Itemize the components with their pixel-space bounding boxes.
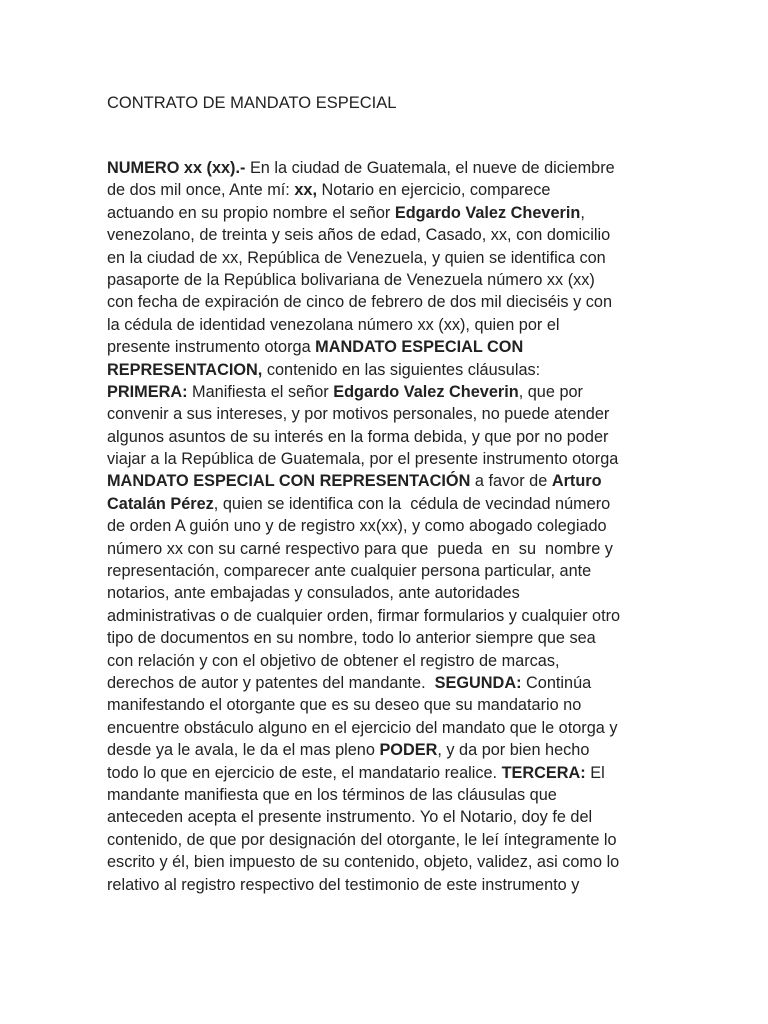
- text-line: [107, 359, 667, 381]
- text-run: todo lo que en ejercicio de este, el mandatario realice.: [107, 763, 502, 782]
- text-line: [107, 448, 667, 470]
- document-body: [107, 157, 667, 896]
- text-line: [107, 403, 667, 425]
- text-run: notarios, ante embajadas y consulados, ante autoridades: [107, 584, 520, 603]
- text-line: [107, 291, 667, 313]
- text-line: [107, 470, 667, 492]
- text-line: [107, 381, 667, 403]
- bold-text-run: Arturo: [551, 472, 602, 491]
- text-line: [107, 806, 667, 828]
- text-run: viajar a la República de Guatemala, por el presente instrumento otorga: [107, 450, 619, 469]
- text-run: Continúa: [521, 673, 592, 692]
- bold-text-run: TERCERA:: [501, 763, 586, 782]
- text-line: [107, 851, 667, 873]
- bold-text-run: MANDATO ESPECIAL CON REPRESENTACIÓN: [107, 472, 471, 491]
- text-run: de orden A guión uno y de registro xx(xx), y como abogado colegiado: [107, 517, 607, 536]
- text-run: tipo de documentos en su nombre, todo lo anterior siempre que sea: [107, 629, 596, 648]
- text-line: [107, 650, 667, 672]
- text-line: [107, 762, 667, 784]
- text-run: administrativas o de cualquier orden, firmar formularios y cualquier otro: [107, 606, 621, 625]
- text-run: la cédula de identidad venezolana número xx (xx), quien por el: [107, 315, 560, 334]
- text-run: en la ciudad de xx, República de Venezuela, y quien se identifica con: [107, 248, 606, 267]
- text-run: representación, comparecer ante cualquier persona particular, ante: [107, 562, 592, 581]
- text-run: contenido, de que por designación del otorgante, le leí íntegramente lo: [107, 830, 617, 849]
- text-line: [107, 627, 667, 649]
- text-line: [107, 224, 667, 246]
- text-run: pasaporte de la República bolivariana de Venezuela número xx (xx): [107, 270, 595, 289]
- text-line: [107, 538, 667, 560]
- text-line: [107, 717, 667, 739]
- bold-text-run: Edgardo Valez Cheverin: [333, 382, 519, 401]
- text-run: número xx con su carné respectivo para que pueda en su nombre y: [107, 539, 613, 558]
- text-line: [107, 157, 667, 179]
- bold-text-run: SEGUNDA:: [434, 673, 522, 692]
- text-run: encuentre obstáculo alguno en el ejercicio del mandato que le otorga y: [107, 718, 618, 737]
- text-run: , que por: [518, 382, 583, 401]
- bold-text-run: PODER: [379, 741, 438, 760]
- text-run: , y da por bien hecho: [437, 741, 590, 760]
- bold-text-run: xx,: [294, 181, 317, 200]
- text-line: [107, 874, 667, 896]
- text-line: [107, 605, 667, 627]
- text-run: , quien se identifica con la cédula de vecindad número: [213, 494, 611, 513]
- text-run: desde ya le avala, le da el mas pleno: [107, 741, 380, 760]
- text-line: [107, 336, 667, 358]
- text-line: [107, 560, 667, 582]
- text-line: [107, 694, 667, 716]
- text-run: manifestando el otorgante que es su deseo que su mandatario no: [107, 696, 582, 715]
- text-line: [107, 247, 667, 269]
- bold-text-run: PRIMERA:: [107, 382, 188, 401]
- text-run: ,: [580, 203, 585, 222]
- text-run: Manifiesta el señor: [187, 382, 334, 401]
- text-run: derechos de autor y patentes del mandante.: [107, 673, 435, 692]
- text-run: con fecha de expiración de cinco de febrero de dos mil dieciséis y con: [107, 293, 613, 312]
- text-line: [107, 829, 667, 851]
- text-run: algunos asuntos de su interés en la forma debida, y que por no poder: [107, 427, 609, 446]
- bold-text-run: REPRESENTACION,: [107, 360, 263, 379]
- text-run: de dos mil once, Ante mí:: [107, 181, 295, 200]
- text-line: [107, 179, 667, 201]
- text-run: anteceden acepta el presente instrumento. Yo el Notario, doy fe del: [107, 808, 593, 827]
- bold-text-run: MANDATO ESPECIAL CON: [315, 338, 524, 357]
- text-run: relativo al registro respectivo del testimonio de este instrumento y: [107, 875, 580, 894]
- text-line: [107, 582, 667, 604]
- text-line: [107, 672, 667, 694]
- text-run: convenir a sus intereses, y por motivos personales, no puede atender: [107, 405, 610, 424]
- text-line: [107, 493, 667, 515]
- text-run: actuando en su propio nombre el señor: [107, 203, 395, 222]
- text-run: con relación y con el objetivo de obtener el registro de marcas,: [107, 651, 560, 670]
- text-line: [107, 202, 667, 224]
- text-run: El: [585, 763, 605, 782]
- bold-text-run: Edgardo Valez Cheverin: [394, 203, 581, 222]
- text-run: presente instrumento otorga: [107, 338, 316, 357]
- text-run: mandante manifiesta que en los términos de las cláusulas que: [107, 785, 557, 804]
- text-line: [107, 739, 667, 761]
- text-line: [107, 426, 667, 448]
- text-line: [107, 784, 667, 806]
- text-run: escrito y él, bien impuesto de su contenido, objeto, validez, asi como lo: [107, 853, 620, 872]
- document-title: CONTRATO DE MANDATO ESPECIAL: [107, 94, 397, 112]
- text-run: Notario en ejercicio, comparece: [316, 181, 551, 200]
- text-run: venezolano, de treinta y seis años de edad, Casado, xx, con domicilio: [107, 226, 611, 245]
- text-line: [107, 314, 667, 336]
- text-line: [107, 269, 667, 291]
- text-run: contenido en las siguientes cláusulas:: [262, 360, 541, 379]
- text-run: a favor de: [470, 472, 552, 491]
- bold-text-run: Catalán Pérez: [107, 494, 214, 513]
- bold-text-run: NUMERO xx (xx).-: [107, 159, 246, 177]
- text-line: [107, 515, 667, 537]
- text-run: En la ciudad de Guatemala, el nueve de diciembre: [245, 159, 615, 177]
